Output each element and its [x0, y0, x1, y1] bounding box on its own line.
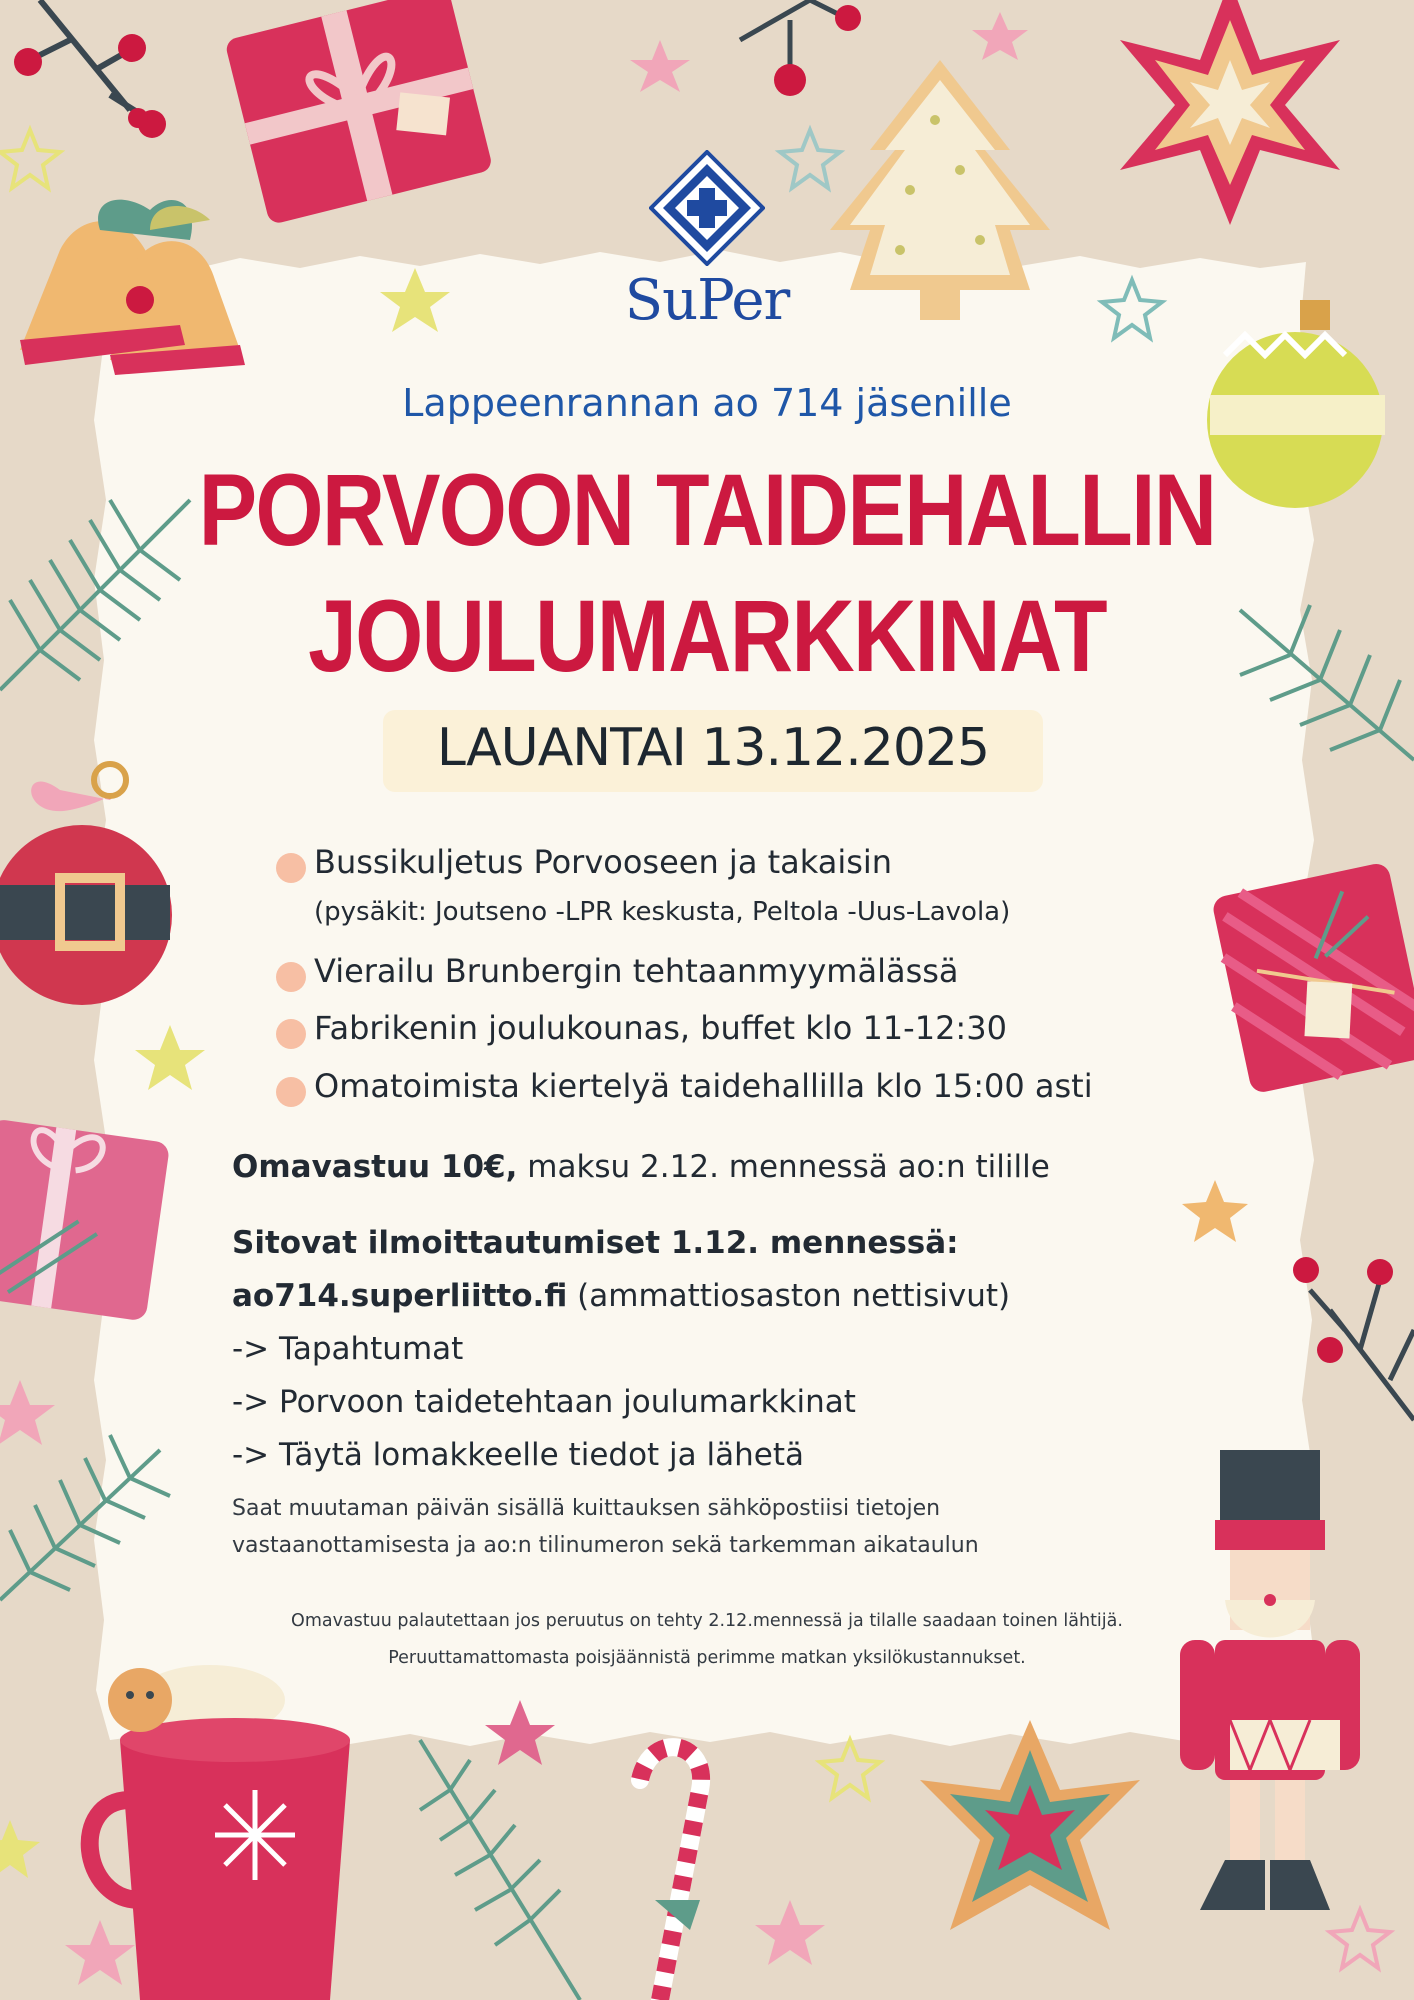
pine-branch-bottom	[420, 1740, 580, 2000]
star-outline-bottom	[820, 1740, 880, 1798]
registration-link[interactable]: ao714.superliitto.fi	[232, 1278, 568, 1314]
confirmation-note: Saat muutaman päivän sisällä kuittauksen sähköpostiisi tietojen	[232, 1496, 941, 1521]
cherry-branch	[740, 0, 861, 96]
star-pink-bottom-3	[65, 1920, 135, 1985]
berries-top-left	[14, 34, 166, 138]
star-outline-3	[0, 130, 60, 188]
candy-cane-icon	[640, 1747, 701, 2000]
event-date: LAUANTAI 13.12.2025	[436, 718, 990, 778]
payment-info	[232, 1149, 1050, 1185]
star-pink-left	[0, 1380, 55, 1445]
brand-wordmark: SuPer	[624, 268, 790, 333]
program-item-subtext: (pysäkit: Joutseno -LPR keskusta, Peltola -Uus-Lavola)	[314, 897, 1011, 927]
cancellation-policy: Peruuttamattomasta poisjäännistä perimme matkan yksilökustannukset.	[388, 1648, 1026, 1668]
confirmation-note: vastaanottamisesta ja ao:n tilinumeron sekä tarkemman aikataulun	[232, 1533, 979, 1558]
bullet-dot-icon	[276, 1019, 306, 1049]
star-outline-2	[780, 130, 840, 188]
event-title-line-1: PORVOON TAIDEHALLIN	[198, 453, 1216, 567]
registration-site-note: (ammattiosaston nettisivut)	[567, 1278, 1011, 1314]
berry-branch-right	[1293, 1257, 1414, 1420]
audience-subtitle: Lappeenrannan ao 714 jäsenille	[402, 381, 1012, 425]
star-yellow-lb	[0, 1820, 40, 1878]
payment-amount: Omavastuu 10€,	[232, 1149, 518, 1185]
gift-left	[0, 1118, 170, 1321]
bullet-dot-icon	[276, 1077, 306, 1107]
registration-site	[232, 1278, 1010, 1314]
star-outline-br	[1330, 1910, 1390, 1968]
registration-heading: Sitovat ilmoittautumiset 1.12. mennessä:	[232, 1225, 959, 1261]
program-item-text: Bussikuljetus Porvooseen ja takaisin	[314, 843, 893, 881]
gift-top	[224, 0, 493, 225]
bullet-dot-icon	[276, 962, 306, 992]
registration-step: -> Täytä lomakkeelle tiedot ja lähetä	[232, 1437, 804, 1473]
cancellation-policy: Omavastuu palautettaan jos peruutus on tehty 2.12.mennessä ja tilalle saadaan toinen lähtijä.	[291, 1611, 1123, 1631]
registration-step: -> Porvoon taidetehtaan joulumarkkinat	[232, 1384, 856, 1420]
registration-step: -> Tapahtumat	[232, 1331, 464, 1367]
program-item-text: Fabrikenin joulukounas, buffet klo 11-12:30	[314, 1009, 1007, 1047]
program-item-text: Omatoimista kiertelyä taidehallilla klo 15:00 asti	[314, 1067, 1093, 1105]
paper-star-bottom	[920, 1720, 1140, 1930]
small-stars	[630, 12, 1028, 92]
program-item-text: Vierailu Brunbergin tehtaanmyymälässä	[314, 952, 959, 990]
super-logo-icon	[649, 150, 765, 266]
bullet-dot-icon	[276, 853, 306, 883]
star-pink-bottom-2	[755, 1900, 825, 1965]
event-title-line-2: JOULUMARKKINAT	[308, 579, 1106, 693]
paper-star-ornament	[1120, 0, 1340, 225]
payment-deadline: maksu 2.12. mennessä ao:n tilille	[517, 1149, 1050, 1185]
